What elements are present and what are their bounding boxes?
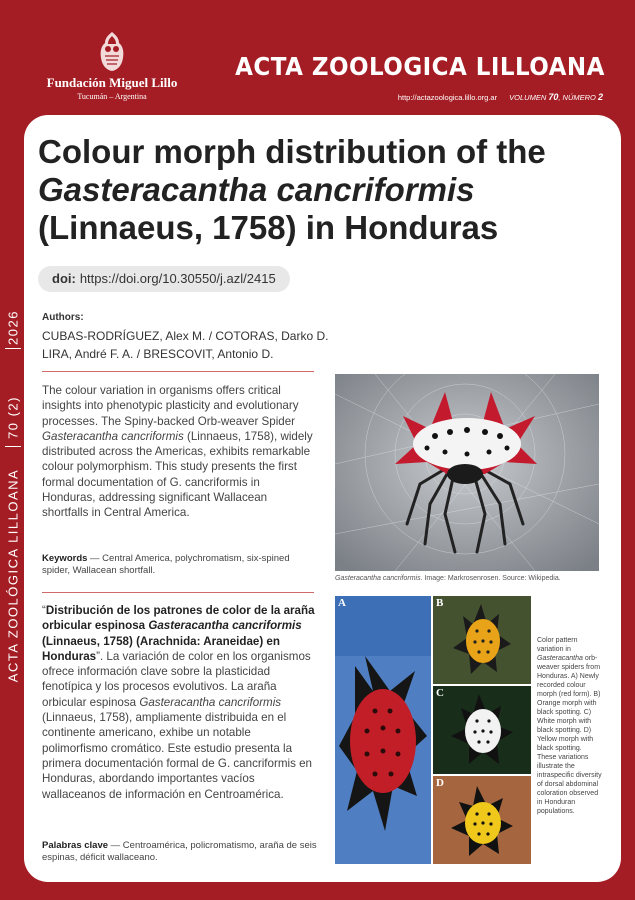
abstract: The colour variation in organisms offers critical insights into phenotypic plasticity and evolutionary processes. The Spiny-backed Orb-weaver Spider Gasteracantha cancriformis (Linnaeus, 1758), widely distributed across the Americas, exhibits remarkable colour polymorphism. This study presents the first formal documentation of G. cancriformis in Honduras, addressing significant Wallacean shortfalls in Central America. xyxy=(42,384,313,520)
sidebar-year: 2026 xyxy=(5,310,21,345)
panel-b-orange-morph xyxy=(433,596,531,684)
org-place: Tucumán – Argentina xyxy=(77,92,147,101)
org-name: Fundación Miguel Lillo xyxy=(46,75,178,90)
issue-line xyxy=(398,92,603,102)
morph-caption: Color pattern variation in Gasteracantha orb-weaver spiders from Honduras. A) Newly recorded colour morph (red form). B) Orange morph with black spotting. C) White morph with black spotting. D) Yellow morph with black spotting. These variations illustrate the intraspecific diversity of dorsal abdominal coloration observed in Honduran populations. xyxy=(537,637,602,815)
panel-d-label: D xyxy=(436,777,444,789)
divider xyxy=(42,371,314,372)
doi-pill[interactable] xyxy=(38,266,290,292)
resumen: “Distribución de los patrones de color de la araña orbicular espinosa Gasteracantha cancriformis (Linnaeus, 1758) (Arachnida: Araneidae) en Honduras”. La variación de color en los organismos ofrece información clave sobre la plasticidad fenotípica y los procesos evolutivos. La araña orbicular espinosa Gasteracantha cancriformis (Linnaeus, 1758), ampliamente distribuida en el continente americano, exhibe un notable polimorfismo cromático. Este estudio presenta la primera documentación formal de G. cancriformis en Honduras, abordando importantes vacíos wallaceanos de información en Centroamérica. xyxy=(42,604,315,801)
foundation-logo xyxy=(42,30,182,110)
panel-d-yellow-morph xyxy=(433,776,531,864)
sidebar-divider xyxy=(5,446,21,447)
article-title: Colour morph distribution of the Gasteracantha cancriformis (Linnaeus, 1758) in Honduras xyxy=(38,133,546,246)
panel-c-label: C xyxy=(436,687,444,699)
authors-label: Authors: xyxy=(42,312,84,323)
sidebar-divider xyxy=(5,348,21,349)
sidebar-journal: ACTA ZOOLÓGICA LILLOANA xyxy=(5,468,21,683)
keywords: Keywords — Central America, polychromatism, six-spined spider, Wallacean shortfall. xyxy=(42,553,290,576)
photo-caption: Gasteracantha cancriformis. Image: Markrosenrosen. Source: Wikipedia. xyxy=(335,575,561,582)
journal-title: ACTA ZOOLOGICA LILLOANA xyxy=(235,52,605,81)
panel-c-white-morph xyxy=(433,686,531,774)
sidebar-issue: 70 (2) xyxy=(5,396,21,439)
palabras-clave: Palabras clave — Centroamérica, policromatismo, araña de seis espinas, déficit wallaceano. xyxy=(42,840,317,863)
spider-photo xyxy=(335,374,599,571)
sidebar xyxy=(0,300,26,690)
divider xyxy=(42,592,314,593)
authors: CUBAS-RODRÍGUEZ, Alex M. / COTORAS, Darko D. LIRA, André F. A. / BRESCOVIT, Antonio D. xyxy=(42,329,329,361)
panel-a-red-morph xyxy=(335,596,431,864)
doi-label: doi: xyxy=(52,271,76,286)
journal-url[interactable]: http://actazoologica.lillo.org.ar xyxy=(397,93,498,102)
issue-info: VOLUMEN 70, NÚMERO 2 xyxy=(509,92,603,102)
owl-logo-icon xyxy=(97,30,127,72)
doi-link[interactable]: https://doi.org/10.30550/j.azl/2415 xyxy=(79,271,276,286)
panel-a-label: A xyxy=(338,597,346,609)
panel-b-label: B xyxy=(436,597,444,609)
